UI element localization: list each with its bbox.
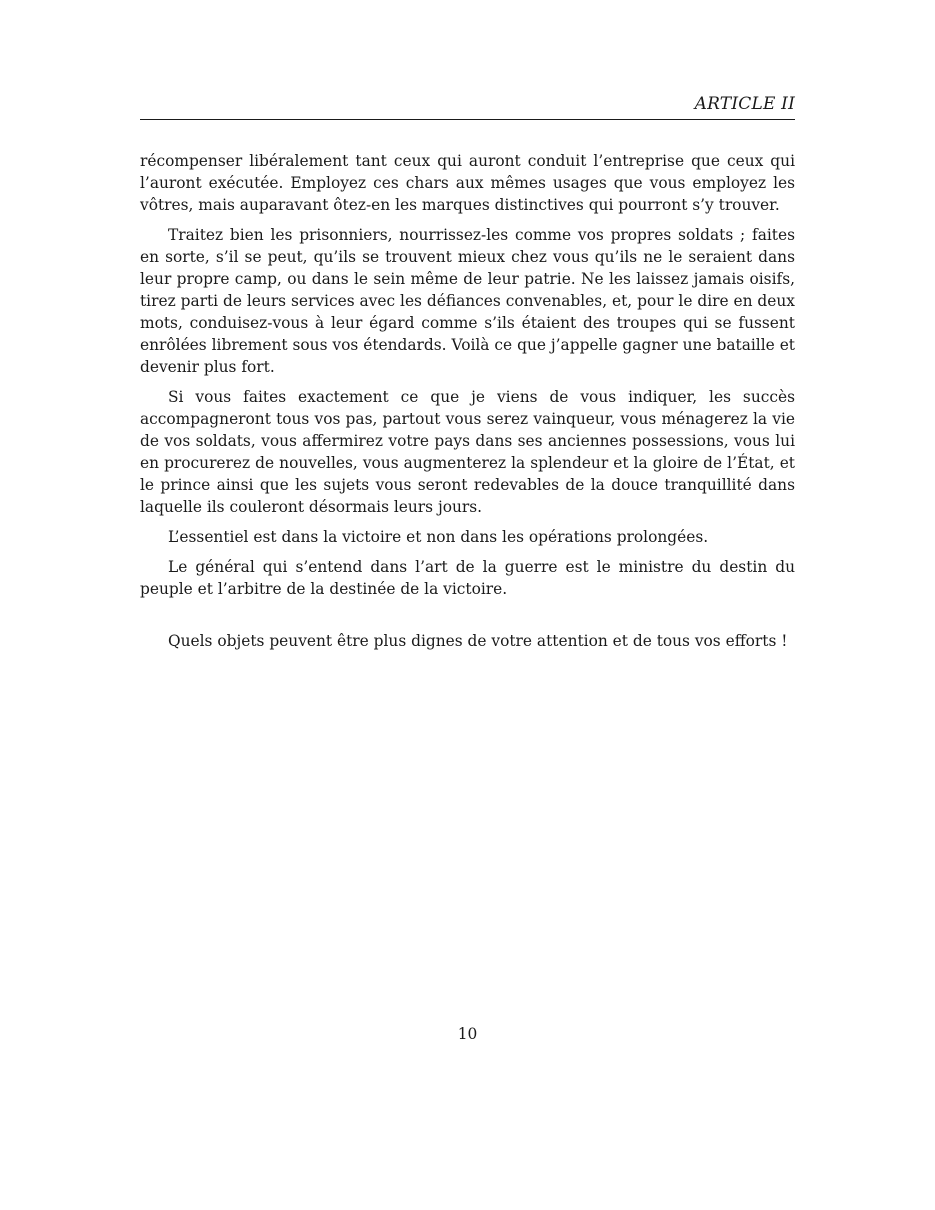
header-rule xyxy=(140,119,795,120)
paragraph-3: Si vous faites exactement ce que je viens de vous indiquer, les succès accompagneront tous vos pas, partout vous serez vainqueur, vous ménagerez la vie de vos soldats, vous affermirez votre pays dans ses anciennes possessions, vous lui en procurerez de nouvelles, vous augmenterez la splendeur et la gloire de l’État, et le prince ainsi que les sujets vous seront redevables de la douce tranquillité dans laquelle ils couleront désormais leurs jours. xyxy=(140,388,795,516)
body-text xyxy=(140,150,795,660)
paragraph-4: L’essentiel est dans la victoire et non dans les opérations prolongées. xyxy=(168,528,709,546)
document-page xyxy=(140,0,795,1210)
paragraph-2: Traitez bien les prisonniers, nourrissez-les comme vos propres soldats ; faites en sorte, s’il se peut, qu’ils se trouvent mieux chez vous qu’ils ne le seraient dans leur propre camp, ou dans le sein même de leur patrie. Ne les laissez jamais oisifs, tirez parti de leurs services avec les défiances convenables, et, pour le dire en deux mots, conduisez-vous à leur égard comme s’ils étaient des troupes qui se fussent enrôlées librement sous vos étendards. Voilà ce que j’appelle gagner une bataille et devenir plus fort. xyxy=(140,226,795,376)
page-number: 10 xyxy=(457,1025,478,1043)
paragraph-1: récompenser libéralement tant ceux qui auront conduit l’entreprise que ceux qui l’auront exécutée. Employez ces chars aux mêmes usages que vous employez les vôtres, mais auparavant ôtez-en les marques distinctives qui pourront s’y trouver. xyxy=(140,152,795,214)
running-header: ARTICLE II xyxy=(694,94,795,114)
paragraph-5: Le général qui s’entend dans l’art de la guerre est le ministre du destin du peuple et l’arbitre de la destinée de la victoire. xyxy=(140,558,795,598)
paragraph-6: Quels objets peuvent être plus dignes de votre attention et de tous vos efforts ! xyxy=(168,632,788,650)
